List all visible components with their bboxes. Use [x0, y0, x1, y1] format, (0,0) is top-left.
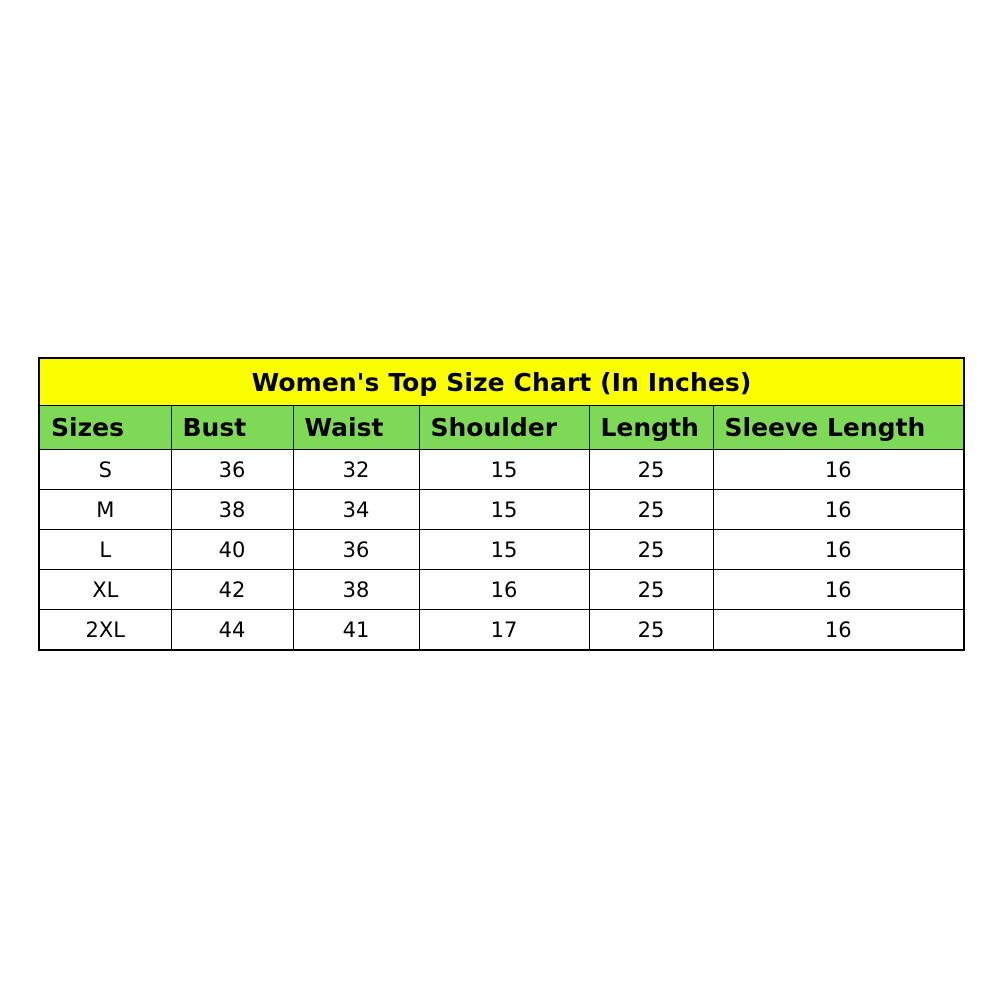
column-header-sleeve-length: Sleeve Length	[713, 406, 964, 450]
table-row	[39, 610, 964, 651]
cell-waist: 32	[293, 450, 419, 490]
chart-title-row	[39, 358, 964, 406]
cell-sleeve-length: 16	[713, 450, 964, 490]
cell-bust: 44	[171, 610, 293, 651]
cell-bust: 38	[171, 490, 293, 530]
cell-length: 25	[589, 450, 713, 490]
cell-length: 25	[589, 490, 713, 530]
cell-size: S	[39, 450, 171, 490]
cell-sleeve-length: 16	[713, 570, 964, 610]
column-header-waist: Waist	[293, 406, 419, 450]
cell-waist: 41	[293, 610, 419, 651]
table-row	[39, 450, 964, 490]
cell-shoulder: 15	[419, 530, 589, 570]
cell-sleeve-length: 16	[713, 530, 964, 570]
cell-shoulder: 16	[419, 570, 589, 610]
size-chart-container	[38, 357, 963, 651]
table-row	[39, 490, 964, 530]
cell-bust: 36	[171, 450, 293, 490]
cell-shoulder: 15	[419, 450, 589, 490]
cell-shoulder: 15	[419, 490, 589, 530]
cell-length: 25	[589, 530, 713, 570]
cell-size: L	[39, 530, 171, 570]
cell-bust: 42	[171, 570, 293, 610]
cell-waist: 38	[293, 570, 419, 610]
cell-shoulder: 17	[419, 610, 589, 651]
chart-title: Women's Top Size Chart (In Inches)	[39, 358, 964, 406]
cell-waist: 36	[293, 530, 419, 570]
cell-waist: 34	[293, 490, 419, 530]
table-header-row	[39, 406, 964, 450]
cell-bust: 40	[171, 530, 293, 570]
table-row	[39, 570, 964, 610]
cell-length: 25	[589, 570, 713, 610]
column-header-shoulder: Shoulder	[419, 406, 589, 450]
column-header-bust: Bust	[171, 406, 293, 450]
cell-size: M	[39, 490, 171, 530]
cell-sleeve-length: 16	[713, 610, 964, 651]
cell-size: XL	[39, 570, 171, 610]
table-row	[39, 530, 964, 570]
column-header-length: Length	[589, 406, 713, 450]
cell-size: 2XL	[39, 610, 171, 651]
cell-sleeve-length: 16	[713, 490, 964, 530]
size-chart-table	[38, 357, 965, 651]
cell-length: 25	[589, 610, 713, 651]
column-header-sizes: Sizes	[39, 406, 171, 450]
